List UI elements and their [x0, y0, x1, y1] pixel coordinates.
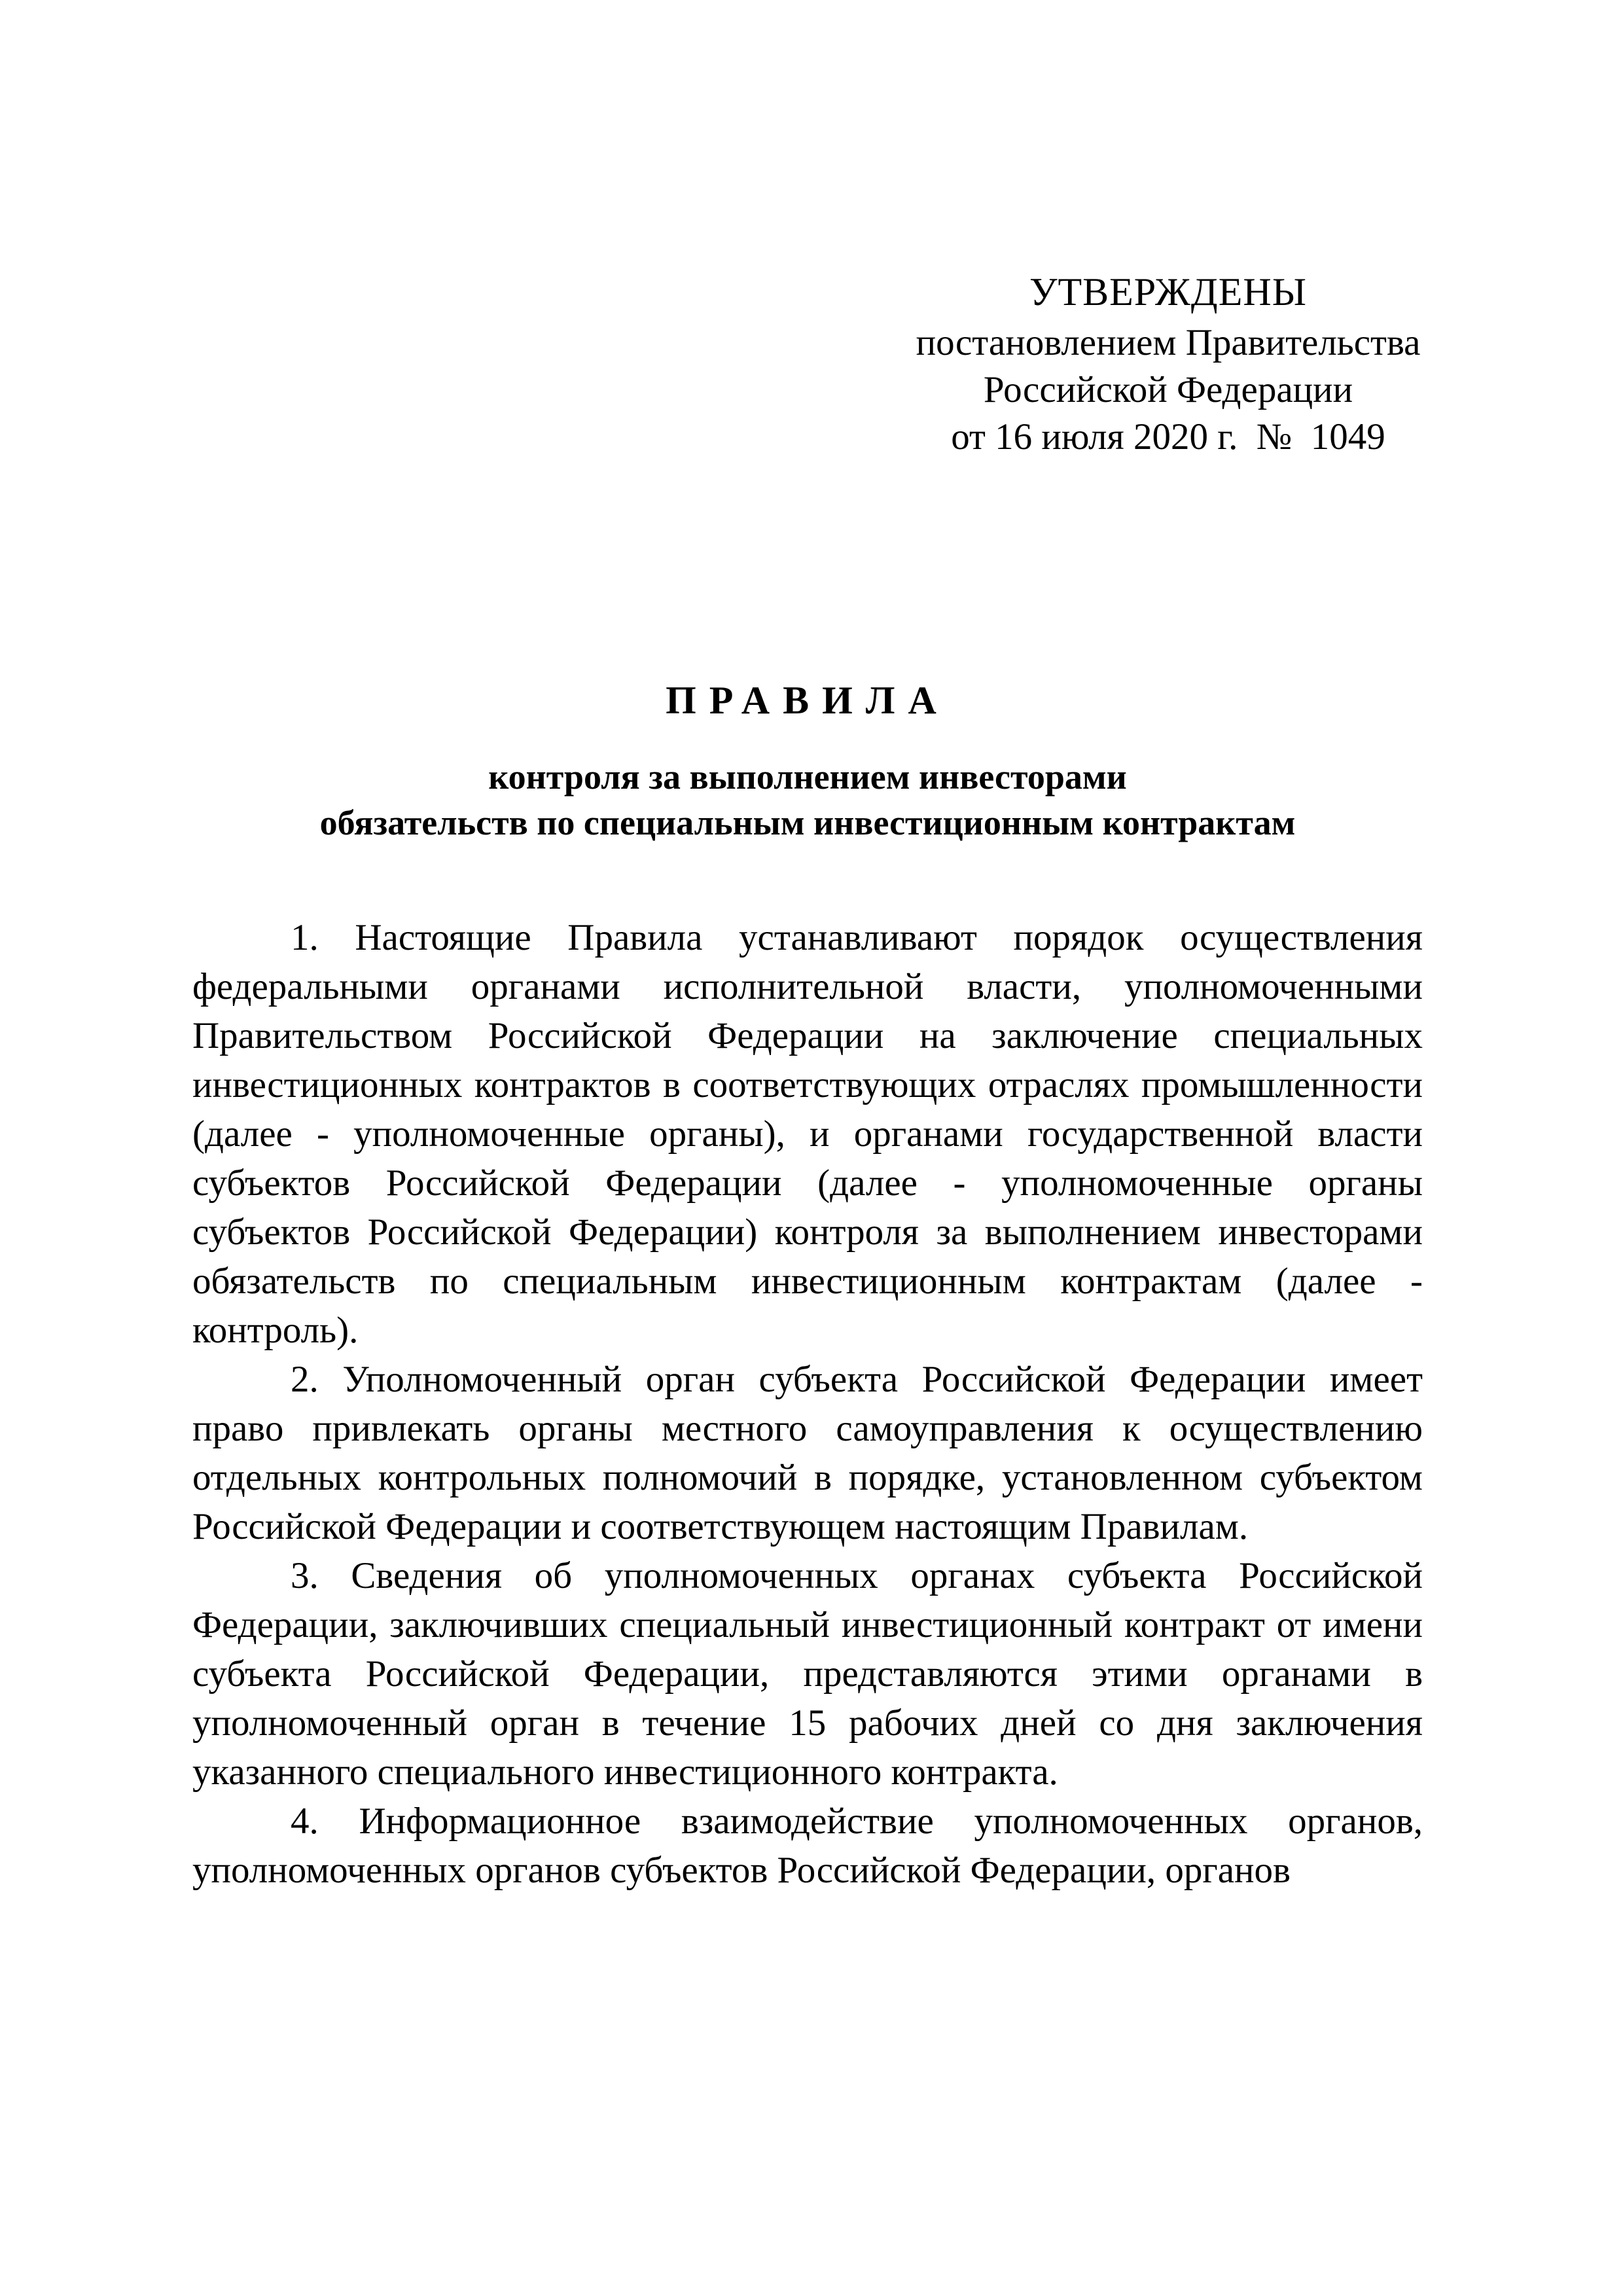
- document-body: [192, 913, 1423, 1895]
- document-subtitle-line-1: контроля за выполнением инвесторами: [488, 757, 1127, 797]
- approval-stamp-block: [874, 268, 1463, 461]
- approved-label: УТВЕРЖДЕНЫ: [1029, 270, 1308, 314]
- title-block: [192, 674, 1423, 846]
- paragraph-4: 4. Информационное взаимодействие уполномоченных органов, уполномоченных органов субъектов Российской Федерации, органов: [192, 1801, 1423, 1891]
- paragraph-3: 3. Сведения об уполномоченных органах субъекта Российской Федерации, заключивших специальный инвестиционный контракт от имени субъекта Российской Федерации, представляются этими органами в уполномоченный орган в течение 15 рабочих дней со дня заключения указанного специального инвестиционного контракта.: [192, 1555, 1423, 1793]
- approval-line-decree: постановлением Правительства: [916, 322, 1421, 363]
- approval-line-federation: Российской Федерации: [983, 369, 1353, 410]
- document-subtitle-line-2: обязательств по специальным инвестиционным контрактам: [319, 803, 1296, 842]
- document-title: ПРАВИЛА: [666, 679, 950, 722]
- paragraph-2: 2. Уполномоченный орган субъекта Российской Федерации имеет право привлекать органы местного самоуправления к осуществлению отдельных контрольных полномочий в порядке, установленном субъектом Российской Федерации и соответствующем настоящим Правилам.: [192, 1359, 1423, 1547]
- paragraph-1: 1. Настоящие Правила устанавливают порядок осуществления федеральными органами исполнительной власти, уполномоченными Правительством Российской Федерации на заключение специальных инвестиционных контрактов в соответствующих отраслях промышленности (далее - уполномоченные органы), и органами государственной власти субъектов Российской Федерации (далее - уполномоченные органы субъектов Российской Федерации) контроля за выполнением инвесторами обязательств по специальным инвестиционным контрактам (далее - контроль).: [192, 917, 1423, 1351]
- approval-date-number: от 16 июля 2020 г. № 1049: [951, 416, 1385, 457]
